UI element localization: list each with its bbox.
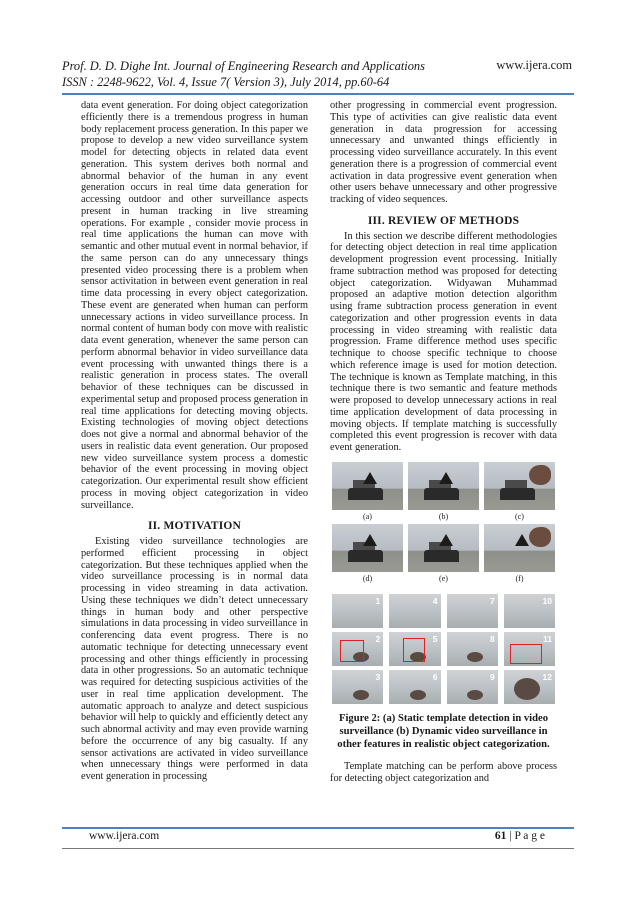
- figure-2b-frame: [504, 670, 555, 704]
- figure-2b-frame: [447, 594, 498, 628]
- header-website-link[interactable]: www.ijera.com: [496, 58, 572, 72]
- left-paragraph-1: data event generation. For doing object categorization efficiently there is a tremendous progress in human body replacement process generation. In this paper we propose to develop a new video surveillance system model for detecting objects in related data event generation. This system derives both normal and abnormal behavior of the human in any event generation occurs in real time data generation for accessing outdoor and other surveillance aspects present in human tracking in live streaming operations. For example , consider movie process in real time applications the human can move with semantic and other mutual event in normal behavior, if the same person can do any unnecessary things presented video processing there is a problem when sensor activitation in between event generation in real time data processing in every object categorization. These event are generated when human can perform unnecessary actions in video surveillance process. In normal content of human body con move with realistic data event generation, whenever the same person can perform abnormal behavior in video surveillance data event processing with unwanted things there is a realistic generation in process states. The overall behavior of these techniques can be discussed in experimental setup and proposed process generation in real time applications for detecting moving objects. Existing technologies of moving object detections does not give a normal and abnormal behavior of the users in realistic data event generation. Our proposed new video surveillance system process a domestic behavior of the event processing in moving object categorization. Our experimental result show efficient process in moving object categorization in video surveillance.: [81, 100, 308, 511]
- figure-2b-grid: [332, 594, 555, 704]
- header-rule: [62, 93, 574, 95]
- frame-number: 2: [375, 633, 381, 644]
- figure-2b-frame: [332, 594, 383, 628]
- figure-2b-frame: [447, 632, 498, 666]
- frame-number: 6: [432, 671, 438, 682]
- frame-number: 8: [490, 633, 495, 644]
- figure-2b-frame: [504, 632, 555, 666]
- journal-title: Prof. D. D. Dighe Int. Journal of Engineering Research and Applications: [62, 59, 425, 73]
- figure-2a-panel: [484, 462, 555, 522]
- figure-2b-frame: [389, 670, 440, 704]
- figure-2a-label: (e): [439, 573, 448, 583]
- figure-2a-label: (d): [362, 573, 373, 583]
- figure-2b-frame: [389, 594, 440, 628]
- footer-bottom-rule: [62, 848, 574, 849]
- figure-2a-label: (c): [515, 511, 524, 521]
- footer-website-link[interactable]: www.ijera.com: [89, 830, 160, 842]
- figure-2a-panel: [408, 462, 479, 522]
- right-column: [330, 100, 557, 784]
- journal-issn: ISSN : 2248-9622, Vol. 4, Issue 7( Version 3), July 2014, pp.60-64: [62, 75, 390, 89]
- right-paragraph-1: other progressing in commercial event progression. This type of activities can give realistic data event generation in data progression for accessing unnecessary and unwanted things efficiently in processing video surveillance accurately. In this event generation there is a progression of commercial event activation in data progressive event generation when other users behave unnecessary and other progressive tracking of video sequences.: [330, 100, 557, 205]
- figure-2a-image: [332, 524, 403, 572]
- review-heading: III. REVIEW OF METHODS: [367, 214, 520, 227]
- figure-2a-panel: [332, 462, 403, 522]
- left-paragraph-2: Existing video surveillance technologies are performed efficient processing in object categorization. But these techniques applied when the video surveillance processing is in normal data processing in video streaming in data activation. Using these techniques we didn’t detect unnecessary things in human body and other perspective simulations in data processing in video surveillance in conferencing data event progress. There is no automatic technique for detecting unnecessary event processing and other things efficiently in processing data in other progressions. So an automatic technique was required for detecting suspicious activities of the user in real time application development. The automatic approach to analyze and detect suspicious behavior will help to quickly and efficiently detect any such abnormal activity and may even provide warning before the occurrence of any big casualty. If any sensor activations are activated in video surveillance when unnecessary things were performed in data event generation in processing: [81, 536, 308, 782]
- page-number: [495, 830, 545, 842]
- figure-2b-frame: [447, 670, 498, 704]
- frame-number: 12: [542, 671, 552, 682]
- figure-2a-image: [408, 462, 479, 510]
- left-column: [81, 100, 308, 783]
- figure-2a-image: [332, 462, 403, 510]
- frame-number: 3: [375, 671, 381, 682]
- figure-2a-label: (f): [515, 573, 524, 583]
- right-paragraph-3: Template matching can be perform above process for detecting object categorization and: [330, 760, 557, 784]
- figure-2a-label: (b): [438, 511, 449, 521]
- figure-2a-panel: [484, 524, 555, 584]
- page-footer: [89, 830, 545, 842]
- figure-2a-panel: [408, 524, 479, 584]
- figure-2a-image: [484, 524, 555, 572]
- frame-number: 9: [490, 671, 495, 682]
- figure-2a-panel: [332, 524, 403, 584]
- frame-number: 11: [543, 633, 552, 644]
- figure-2a-label: (a): [363, 511, 372, 521]
- frame-number: 10: [542, 595, 552, 606]
- right-paragraph-2: In this section we describe different methodologies for detecting object detection in real time application development progression event processing. Initially frame subtraction method was proposed for detecting object categorization. Widyawan Muhammad proposed an adaptive motion detection algorithm using frame subtraction process generation in event categorization and other progression events in data processing in video streaming with realistic data progression. Frame difference method uses specific technique to choose specific technique to choose which reference image is used for motion detection. The technique is known as Template matching, in this technique there is two semantic and feature methods were proposed to develop unnecessary actions in real time application development of data processing in moving objects. If template matching is successfully completed this event progression is recover with data event generation.: [330, 230, 557, 453]
- page-header: [62, 58, 572, 90]
- figure-2a-image: [408, 524, 479, 572]
- frame-number: 7: [490, 595, 495, 606]
- footer-rule: [62, 827, 574, 829]
- frame-number: 1: [375, 595, 381, 606]
- figure-2b-frame: [504, 594, 555, 628]
- frame-number: 4: [432, 595, 438, 606]
- figure-2b-frame: [332, 670, 383, 704]
- figure-2b-frame: [332, 632, 383, 666]
- figure-2a-image: [484, 462, 555, 510]
- page-label: | P a g e: [506, 830, 545, 842]
- page-number-value: 61: [494, 830, 507, 842]
- motivation-heading: II. MOTIVATION: [147, 520, 242, 533]
- figure-2b-frame: [389, 632, 440, 666]
- figure-2a-grid: [332, 462, 555, 584]
- frame-number: 5: [432, 633, 438, 644]
- figure-caption: Figure 2: (a) Static template detection in video surveillance (b) Dynamic video surveillance in other features in realistic object categorization.: [337, 712, 550, 750]
